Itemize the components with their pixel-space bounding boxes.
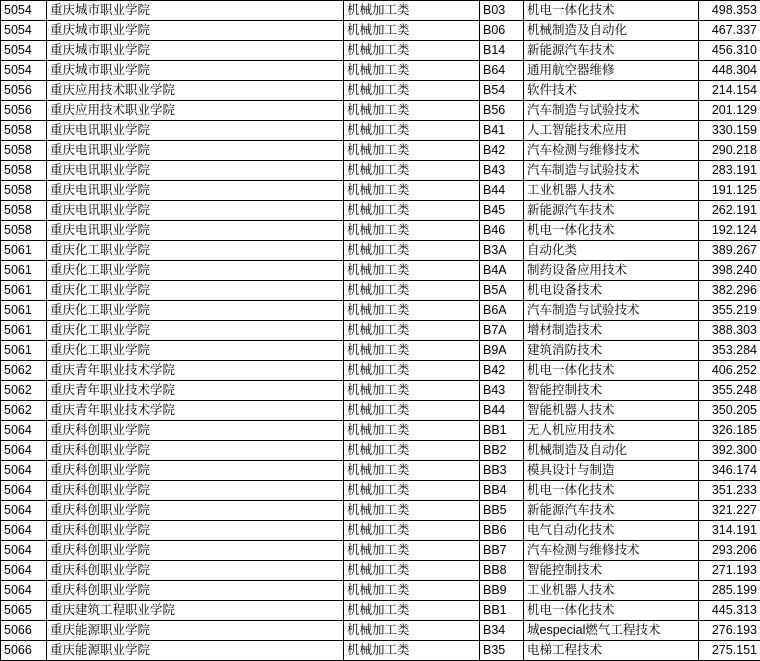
cell-major-code: B9A bbox=[480, 341, 524, 361]
cell-score: 326.185 bbox=[699, 421, 760, 441]
cell-major-name: 通用航空器维修 bbox=[524, 61, 699, 81]
cell-score: 388.303 bbox=[699, 321, 760, 341]
cell-score: 355.248 bbox=[699, 381, 760, 401]
cell-school-code: 5058 bbox=[1, 221, 47, 241]
cell-score: 448.304 bbox=[699, 61, 760, 81]
cell-category: 机械加工类 bbox=[344, 601, 480, 621]
cell-score: 389.267 bbox=[699, 241, 760, 261]
cell-score: 351.233 bbox=[699, 481, 760, 501]
table-row bbox=[1, 481, 760, 501]
table-row bbox=[1, 621, 760, 641]
cell-school-name: 重庆化工职业学院 bbox=[47, 341, 344, 361]
cell-major-name: 新能源汽车技术 bbox=[524, 41, 699, 61]
cell-school-code: 5054 bbox=[1, 61, 47, 81]
cell-major-code: B44 bbox=[480, 401, 524, 421]
table-row bbox=[1, 61, 760, 81]
cell-major-code: B5A bbox=[480, 281, 524, 301]
table-row bbox=[1, 381, 760, 401]
cell-school-name: 重庆应用技术职业学院 bbox=[47, 81, 344, 101]
cell-school-name: 重庆化工职业学院 bbox=[47, 281, 344, 301]
cell-major-code: B43 bbox=[480, 161, 524, 181]
cell-major-code: B35 bbox=[480, 641, 524, 661]
table-row bbox=[1, 241, 760, 261]
cell-major-code: B56 bbox=[480, 101, 524, 121]
cell-major-code: B4A bbox=[480, 261, 524, 281]
table-row bbox=[1, 1, 760, 21]
table-row bbox=[1, 541, 760, 561]
cell-school-code: 5065 bbox=[1, 601, 47, 621]
table-row bbox=[1, 521, 760, 541]
cell-category: 机械加工类 bbox=[344, 221, 480, 241]
cell-category: 机械加工类 bbox=[344, 41, 480, 61]
cell-school-name: 重庆电讯职业学院 bbox=[47, 161, 344, 181]
cell-major-name: 人工智能技术应用 bbox=[524, 121, 699, 141]
cell-school-name: 重庆电讯职业学院 bbox=[47, 181, 344, 201]
cell-major-code: B43 bbox=[480, 381, 524, 401]
cell-major-name: 智能控制技术 bbox=[524, 561, 699, 581]
cell-major-name: 制药设备应用技术 bbox=[524, 261, 699, 281]
cell-school-name: 重庆青年职业技术学院 bbox=[47, 381, 344, 401]
cell-school-code: 5058 bbox=[1, 201, 47, 221]
cell-major-code: B54 bbox=[480, 81, 524, 101]
cell-score: 271.193 bbox=[699, 561, 760, 581]
cell-category: 机械加工类 bbox=[344, 381, 480, 401]
cell-school-name: 重庆青年职业技术学院 bbox=[47, 401, 344, 421]
cell-score: 398.240 bbox=[699, 261, 760, 281]
cell-major-name: 城especial燃气工程技术 bbox=[524, 621, 699, 641]
cell-category: 机械加工类 bbox=[344, 21, 480, 41]
cell-school-code: 5056 bbox=[1, 81, 47, 101]
cell-school-code: 5061 bbox=[1, 341, 47, 361]
cell-major-name: 自动化类 bbox=[524, 241, 699, 261]
cell-score: 290.218 bbox=[699, 141, 760, 161]
cell-score: 498.353 bbox=[699, 1, 760, 21]
cell-category: 机械加工类 bbox=[344, 101, 480, 121]
cell-major-code: B6A bbox=[480, 301, 524, 321]
cell-major-name: 机电一体化技术 bbox=[524, 601, 699, 621]
cell-school-name: 重庆城市职业学院 bbox=[47, 21, 344, 41]
table-row bbox=[1, 301, 760, 321]
cell-school-name: 重庆电讯职业学院 bbox=[47, 221, 344, 241]
cell-major-name: 模具设计与制造 bbox=[524, 461, 699, 481]
cell-major-name: 新能源汽车技术 bbox=[524, 201, 699, 221]
cell-score: 201.129 bbox=[699, 101, 760, 121]
cell-category: 机械加工类 bbox=[344, 401, 480, 421]
cell-school-name: 重庆化工职业学院 bbox=[47, 301, 344, 321]
cell-major-code: B7A bbox=[480, 321, 524, 341]
cell-score: 456.310 bbox=[699, 41, 760, 61]
table-row bbox=[1, 121, 760, 141]
cell-score: 262.191 bbox=[699, 201, 760, 221]
table-row bbox=[1, 21, 760, 41]
cell-major-name: 机电设备技术 bbox=[524, 281, 699, 301]
table-row bbox=[1, 641, 760, 661]
table-row bbox=[1, 421, 760, 441]
cell-score: 314.191 bbox=[699, 521, 760, 541]
cell-school-name: 重庆建筑工程职业学院 bbox=[47, 601, 344, 621]
cell-major-name: 建筑消防技术 bbox=[524, 341, 699, 361]
cell-school-name: 重庆科创职业学院 bbox=[47, 481, 344, 501]
cell-score: 293.206 bbox=[699, 541, 760, 561]
cell-school-name: 重庆科创职业学院 bbox=[47, 561, 344, 581]
cell-school-code: 5064 bbox=[1, 581, 47, 601]
cell-school-name: 重庆化工职业学院 bbox=[47, 241, 344, 261]
cell-major-code: BB7 bbox=[480, 541, 524, 561]
cell-major-name: 工业机器人技术 bbox=[524, 181, 699, 201]
cell-major-code: B34 bbox=[480, 621, 524, 641]
cell-school-name: 重庆科创职业学院 bbox=[47, 461, 344, 481]
cell-major-name: 机械制造及自动化 bbox=[524, 21, 699, 41]
cell-category: 机械加工类 bbox=[344, 141, 480, 161]
cell-school-code: 5058 bbox=[1, 121, 47, 141]
cell-school-name: 重庆化工职业学院 bbox=[47, 321, 344, 341]
table-row bbox=[1, 501, 760, 521]
cell-major-name: 智能控制技术 bbox=[524, 381, 699, 401]
cell-major-code: B64 bbox=[480, 61, 524, 81]
cell-school-code: 5062 bbox=[1, 361, 47, 381]
table-body bbox=[1, 1, 760, 661]
cell-major-name: 机电一体化技术 bbox=[524, 221, 699, 241]
cell-major-code: BB4 bbox=[480, 481, 524, 501]
cell-major-code: B44 bbox=[480, 181, 524, 201]
table-row bbox=[1, 101, 760, 121]
cell-score: 330.159 bbox=[699, 121, 760, 141]
table-row bbox=[1, 321, 760, 341]
cell-category: 机械加工类 bbox=[344, 1, 480, 21]
cell-score: 346.174 bbox=[699, 461, 760, 481]
cell-major-name: 汽车检测与维修技术 bbox=[524, 141, 699, 161]
cell-major-name: 工业机器人技术 bbox=[524, 581, 699, 601]
cell-category: 机械加工类 bbox=[344, 481, 480, 501]
cell-score: 353.284 bbox=[699, 341, 760, 361]
cell-major-code: B45 bbox=[480, 201, 524, 221]
cell-major-name: 无人机应用技术 bbox=[524, 421, 699, 441]
cell-school-code: 5056 bbox=[1, 101, 47, 121]
cell-school-name: 重庆化工职业学院 bbox=[47, 261, 344, 281]
cell-category: 机械加工类 bbox=[344, 121, 480, 141]
cell-major-name: 增材制造技术 bbox=[524, 321, 699, 341]
cell-school-code: 5062 bbox=[1, 381, 47, 401]
cell-school-name: 重庆科创职业学院 bbox=[47, 541, 344, 561]
cell-score: 382.296 bbox=[699, 281, 760, 301]
cell-school-code: 5054 bbox=[1, 41, 47, 61]
cell-school-name: 重庆能源职业学院 bbox=[47, 641, 344, 661]
cell-major-code: B41 bbox=[480, 121, 524, 141]
cell-major-code: BB3 bbox=[480, 461, 524, 481]
cell-school-code: 5066 bbox=[1, 621, 47, 641]
cell-category: 机械加工类 bbox=[344, 341, 480, 361]
cell-school-name: 重庆电讯职业学院 bbox=[47, 121, 344, 141]
cell-score: 285.199 bbox=[699, 581, 760, 601]
cell-category: 机械加工类 bbox=[344, 61, 480, 81]
cell-category: 机械加工类 bbox=[344, 181, 480, 201]
cell-score: 275.151 bbox=[699, 641, 760, 661]
table-row bbox=[1, 221, 760, 241]
cell-category: 机械加工类 bbox=[344, 461, 480, 481]
cell-category: 机械加工类 bbox=[344, 641, 480, 661]
cell-major-code: BB8 bbox=[480, 561, 524, 581]
cell-major-code: BB5 bbox=[480, 501, 524, 521]
cell-school-code: 5061 bbox=[1, 301, 47, 321]
cell-major-name: 汽车检测与维修技术 bbox=[524, 541, 699, 561]
cell-score: 283.191 bbox=[699, 161, 760, 181]
cell-score: 214.154 bbox=[699, 81, 760, 101]
table-row bbox=[1, 341, 760, 361]
cell-school-name: 重庆城市职业学院 bbox=[47, 61, 344, 81]
cell-school-code: 5064 bbox=[1, 561, 47, 581]
cell-major-code: B14 bbox=[480, 41, 524, 61]
cell-school-code: 5054 bbox=[1, 21, 47, 41]
cell-school-code: 5054 bbox=[1, 1, 47, 21]
table-row bbox=[1, 281, 760, 301]
cell-major-name: 电梯工程技术 bbox=[524, 641, 699, 661]
table-row bbox=[1, 361, 760, 381]
cell-school-name: 重庆城市职业学院 bbox=[47, 41, 344, 61]
cell-major-code: B42 bbox=[480, 361, 524, 381]
table-row bbox=[1, 441, 760, 461]
cell-major-name: 机械制造及自动化 bbox=[524, 441, 699, 461]
cell-category: 机械加工类 bbox=[344, 501, 480, 521]
table-row bbox=[1, 201, 760, 221]
cell-school-name: 重庆科创职业学院 bbox=[47, 581, 344, 601]
table-row bbox=[1, 601, 760, 621]
cell-major-name: 机电一体化技术 bbox=[524, 1, 699, 21]
cell-school-name: 重庆科创职业学院 bbox=[47, 501, 344, 521]
cell-major-name: 机电一体化技术 bbox=[524, 481, 699, 501]
cell-major-name: 机电一体化技术 bbox=[524, 361, 699, 381]
cell-school-name: 重庆能源职业学院 bbox=[47, 621, 344, 641]
cell-school-code: 5066 bbox=[1, 641, 47, 661]
cell-major-name: 智能机器人技术 bbox=[524, 401, 699, 421]
cell-major-code: B42 bbox=[480, 141, 524, 161]
cell-major-code: BB2 bbox=[480, 441, 524, 461]
cell-major-name: 电气自动化技术 bbox=[524, 521, 699, 541]
cell-category: 机械加工类 bbox=[344, 581, 480, 601]
cell-school-code: 5064 bbox=[1, 461, 47, 481]
cell-major-name: 新能源汽车技术 bbox=[524, 501, 699, 521]
cell-score: 406.252 bbox=[699, 361, 760, 381]
table-row bbox=[1, 141, 760, 161]
cell-school-name: 重庆城市职业学院 bbox=[47, 1, 344, 21]
cell-category: 机械加工类 bbox=[344, 321, 480, 341]
cell-score: 276.193 bbox=[699, 621, 760, 641]
cell-score: 192.124 bbox=[699, 221, 760, 241]
cell-score: 392.300 bbox=[699, 441, 760, 461]
cell-major-name: 软件技术 bbox=[524, 81, 699, 101]
cell-category: 机械加工类 bbox=[344, 261, 480, 281]
cell-category: 机械加工类 bbox=[344, 621, 480, 641]
cell-major-code: B03 bbox=[480, 1, 524, 21]
cell-school-code: 5061 bbox=[1, 321, 47, 341]
cell-school-code: 5062 bbox=[1, 401, 47, 421]
cell-school-code: 5061 bbox=[1, 241, 47, 261]
cell-school-name: 重庆青年职业技术学院 bbox=[47, 361, 344, 381]
cell-major-name: 汽车制造与试验技术 bbox=[524, 161, 699, 181]
cell-school-code: 5064 bbox=[1, 421, 47, 441]
cell-school-code: 5064 bbox=[1, 501, 47, 521]
table-row bbox=[1, 161, 760, 181]
cell-school-name: 重庆电讯职业学院 bbox=[47, 201, 344, 221]
cell-school-name: 重庆科创职业学院 bbox=[47, 441, 344, 461]
cell-major-code: BB9 bbox=[480, 581, 524, 601]
cell-major-code: BB1 bbox=[480, 601, 524, 621]
table-row bbox=[1, 401, 760, 421]
cell-score: 191.125 bbox=[699, 181, 760, 201]
cell-major-code: B46 bbox=[480, 221, 524, 241]
cell-school-name: 重庆电讯职业学院 bbox=[47, 141, 344, 161]
cell-category: 机械加工类 bbox=[344, 201, 480, 221]
cell-school-code: 5064 bbox=[1, 481, 47, 501]
cell-category: 机械加工类 bbox=[344, 301, 480, 321]
cell-score: 355.219 bbox=[699, 301, 760, 321]
table-row bbox=[1, 261, 760, 281]
table-row bbox=[1, 561, 760, 581]
table-row bbox=[1, 181, 760, 201]
table-row bbox=[1, 41, 760, 61]
cell-category: 机械加工类 bbox=[344, 561, 480, 581]
cell-score: 321.227 bbox=[699, 501, 760, 521]
cell-score: 350.205 bbox=[699, 401, 760, 421]
cell-school-name: 重庆科创职业学院 bbox=[47, 421, 344, 441]
cell-category: 机械加工类 bbox=[344, 161, 480, 181]
table-row bbox=[1, 461, 760, 481]
cell-major-name: 汽车制造与试验技术 bbox=[524, 101, 699, 121]
cell-major-code: B06 bbox=[480, 21, 524, 41]
cell-school-code: 5058 bbox=[1, 141, 47, 161]
cell-school-name: 重庆科创职业学院 bbox=[47, 521, 344, 541]
cell-school-code: 5064 bbox=[1, 521, 47, 541]
cell-major-code: BB1 bbox=[480, 421, 524, 441]
table-row bbox=[1, 581, 760, 601]
cell-category: 机械加工类 bbox=[344, 281, 480, 301]
cell-school-name: 重庆应用技术职业学院 bbox=[47, 101, 344, 121]
cell-category: 机械加工类 bbox=[344, 541, 480, 561]
cell-category: 机械加工类 bbox=[344, 521, 480, 541]
cell-school-code: 5061 bbox=[1, 281, 47, 301]
cell-category: 机械加工类 bbox=[344, 361, 480, 381]
cell-category: 机械加工类 bbox=[344, 421, 480, 441]
cell-major-name: 汽车制造与试验技术 bbox=[524, 301, 699, 321]
cell-major-code: B3A bbox=[480, 241, 524, 261]
cell-category: 机械加工类 bbox=[344, 81, 480, 101]
cell-category: 机械加工类 bbox=[344, 241, 480, 261]
cell-school-code: 5064 bbox=[1, 441, 47, 461]
table-row bbox=[1, 81, 760, 101]
cell-school-code: 5061 bbox=[1, 261, 47, 281]
cell-school-code: 5058 bbox=[1, 181, 47, 201]
cell-school-code: 5058 bbox=[1, 161, 47, 181]
cell-score: 445.313 bbox=[699, 601, 760, 621]
cell-major-code: BB6 bbox=[480, 521, 524, 541]
cell-category: 机械加工类 bbox=[344, 441, 480, 461]
cell-school-code: 5064 bbox=[1, 541, 47, 561]
cell-score: 467.337 bbox=[699, 21, 760, 41]
